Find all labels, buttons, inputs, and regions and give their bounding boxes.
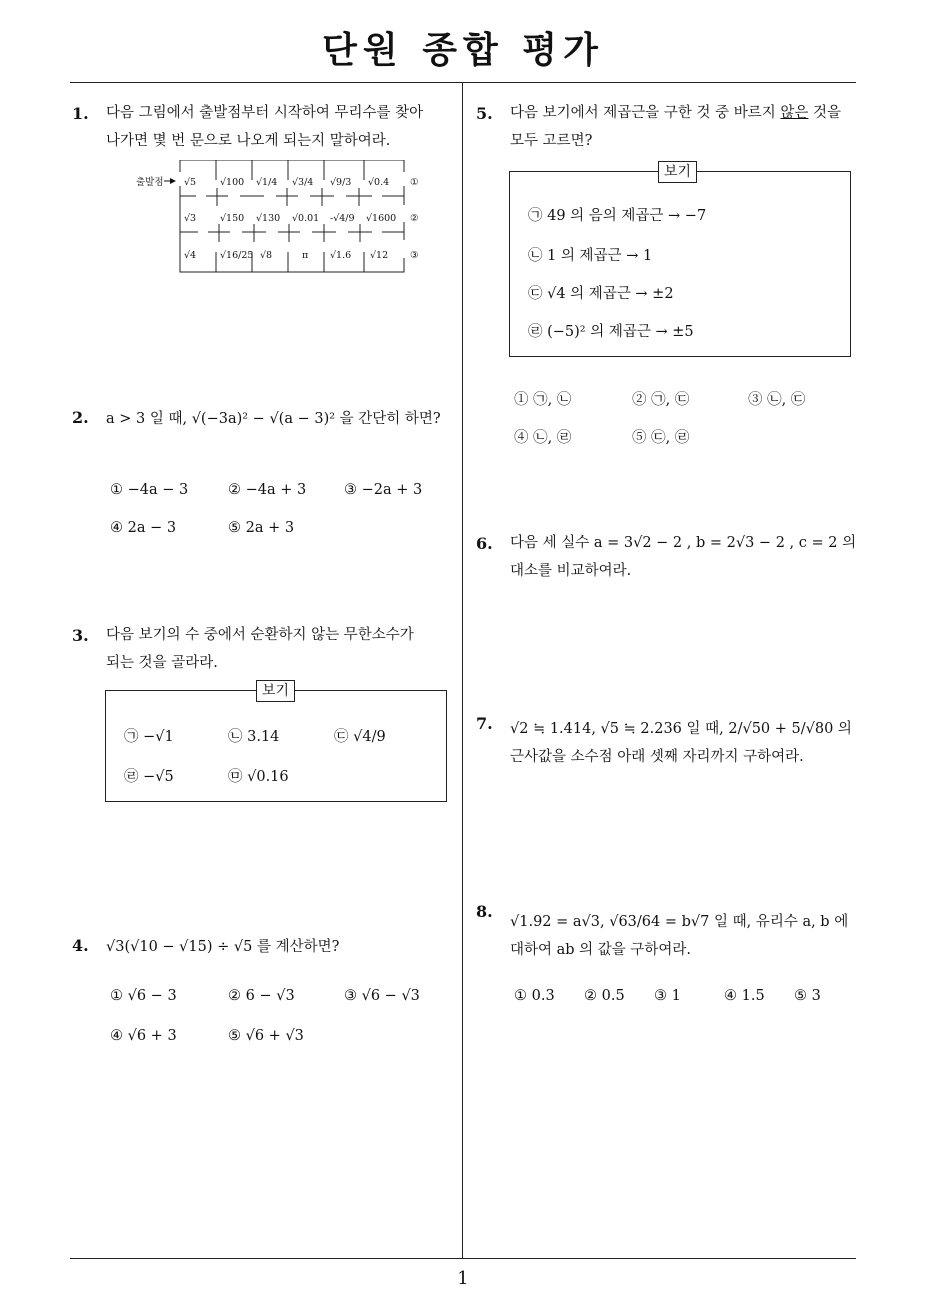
example-item: ㉡ 1 의 제곱근 → 1 — [528, 248, 653, 264]
choice-4[interactable]: ④ √6 + 3 — [110, 1028, 177, 1044]
example-item: ㉠ −√1 — [124, 729, 174, 745]
maze-cell: √1/4 — [256, 177, 278, 188]
top-divider — [70, 82, 856, 83]
maze-start-label: 출발점 — [136, 177, 164, 188]
choice-2[interactable]: ② 6 − √3 — [228, 988, 295, 1004]
example-box — [105, 683, 447, 802]
example-item: ㉢ √4/9 — [334, 729, 386, 745]
column-divider — [462, 83, 463, 1259]
question-3 — [106, 621, 414, 677]
choice-3[interactable]: ③ ㉡, ㉢ — [748, 392, 806, 408]
maze-cell: π — [302, 250, 309, 261]
question-6-line-2: 대소를 비교하여라. — [510, 563, 632, 579]
question-8-choices — [514, 988, 854, 1012]
maze-exit-1: ① — [410, 177, 419, 188]
question-3-line-1: 다음 보기의 수 중에서 순환하지 않는 무한소수가 — [106, 627, 414, 643]
question-5 — [510, 99, 841, 155]
choice-4[interactable]: ④ 2a − 3 — [110, 520, 177, 536]
question-number-8: 8. — [476, 902, 493, 921]
choice-3[interactable]: ③ √6 − √3 — [344, 988, 420, 1004]
choice-5[interactable]: ⑤ 2a + 3 — [228, 520, 295, 536]
question-5-text-a: 다음 보기에서 제곱근을 구한 것 중 바르지 — [510, 105, 781, 121]
start-arrow-icon — [170, 178, 176, 184]
question-1-line-1: 다음 그림에서 출발점부터 시작하여 무리수를 찾아 — [106, 105, 424, 121]
maze-cell: √1.6 — [330, 250, 352, 261]
choice-5[interactable]: ⑤ 3 — [794, 988, 821, 1004]
example-item: ㉡ 3.14 — [228, 729, 280, 745]
question-5-line-2: 모두 고르면? — [510, 133, 593, 149]
question-5-text-b: 것을 — [808, 105, 842, 121]
maze-cell: √9/3 — [330, 177, 352, 188]
choice-3[interactable]: ③ 1 — [654, 988, 681, 1004]
choice-1[interactable]: ① ㉠, ㉡ — [514, 392, 572, 408]
page-title: 단원 종합 평가 — [322, 30, 604, 71]
example-box — [509, 164, 851, 357]
maze-cell: √100 — [220, 177, 245, 188]
question-number-1: 1. — [72, 104, 89, 123]
maze-cell: √4 — [184, 250, 197, 261]
question-8-line-1: √1.92 = a√3, √63/64 = b√7 일 때, 유리수 a, b 에 — [510, 914, 849, 930]
question-number-2: 2. — [72, 408, 89, 427]
choice-2[interactable]: ② 0.5 — [584, 988, 625, 1004]
maze-cell: √1600 — [366, 213, 397, 224]
example-box-label: 보기 — [256, 680, 295, 702]
bottom-divider — [70, 1258, 856, 1259]
maze-cell: √3/4 — [292, 177, 314, 188]
question-5-choices — [514, 388, 854, 448]
example-item: ㉣ −√5 — [124, 769, 174, 785]
example-item: ㉠ 49 의 음의 제곱근 → −7 — [528, 208, 707, 224]
maze-cell: √0.4 — [368, 177, 390, 188]
maze-cell: √12 — [370, 250, 389, 261]
question-1-line-2: 나가면 몇 번 문으로 나오게 되는지 말하여라. — [106, 133, 391, 149]
maze-diagram — [136, 160, 426, 275]
choice-4[interactable]: ④ ㉡, ㉣ — [514, 430, 572, 446]
example-item: ㉢ √4 의 제곱근 → ±2 — [528, 286, 674, 302]
question-number-7: 7. — [476, 714, 493, 733]
question-7-line-2: 근사값을 소수점 아래 셋째 자리까지 구하여라. — [510, 749, 804, 765]
maze-cell: √8 — [260, 250, 273, 261]
question-5-underline: 않은 — [780, 105, 809, 121]
question-5-line-1 — [510, 99, 841, 127]
page-number: 1 — [457, 1268, 469, 1289]
question-2-text: a > 3 일 때, √(−3a)² − √(a − 3)² 을 간단히 하면? — [106, 411, 441, 427]
question-number-6: 6. — [476, 534, 493, 553]
question-6 — [510, 529, 856, 585]
question-4 — [106, 933, 339, 961]
question-8-line-2: 대하여 ab 의 값을 구하여라. — [510, 942, 692, 958]
question-number-5: 5. — [476, 104, 493, 123]
example-item: ㉣ (−5)² 의 제곱근 → ±5 — [528, 324, 694, 340]
question-2-choices — [110, 482, 450, 542]
choice-1[interactable]: ① 0.3 — [514, 988, 555, 1004]
choice-2[interactable]: ② ㉠, ㉢ — [632, 392, 690, 408]
question-2 — [106, 405, 441, 433]
maze-cell: -√4/9 — [330, 213, 355, 224]
choice-4[interactable]: ④ 1.5 — [724, 988, 765, 1004]
question-3-line-2: 되는 것을 골라라. — [106, 655, 218, 671]
question-1 — [106, 99, 423, 155]
question-7-line-1: √2 ≒ 1.414, √5 ≒ 2.236 일 때, 2/√50 + 5/√80 의 — [510, 721, 852, 737]
question-7 — [510, 715, 852, 771]
maze-cell: √130 — [256, 213, 281, 224]
choice-1[interactable]: ① −4a − 3 — [110, 482, 189, 498]
choice-5[interactable]: ⑤ ㉢, ㉣ — [632, 430, 690, 446]
maze-cell: √0.01 — [292, 213, 320, 224]
example-item: ㉤ √0.16 — [228, 769, 289, 785]
question-4-choices — [110, 988, 450, 1048]
maze-exit-2: ② — [410, 213, 419, 224]
question-6-line-1: 다음 세 실수 a = 3√2 − 2 , b = 2√3 − 2 , c = 2 의 — [510, 535, 857, 551]
maze-exit-3: ③ — [410, 250, 419, 261]
maze-cell: √5 — [184, 177, 197, 188]
maze-cell: √150 — [220, 213, 245, 224]
choice-1[interactable]: ① √6 − 3 — [110, 988, 177, 1004]
question-4-text: √3(√10 − √15) ÷ √5 를 계산하면? — [106, 939, 340, 955]
choice-3[interactable]: ③ −2a + 3 — [344, 482, 423, 498]
maze-cell: √3 — [184, 213, 197, 224]
question-number-3: 3. — [72, 626, 89, 645]
example-box-label: 보기 — [658, 161, 697, 183]
question-number-4: 4. — [72, 936, 89, 955]
choice-5[interactable]: ⑤ √6 + √3 — [228, 1028, 304, 1044]
maze-cell: √16/25 — [220, 250, 254, 261]
choice-2[interactable]: ② −4a + 3 — [228, 482, 307, 498]
question-8 — [510, 908, 848, 964]
